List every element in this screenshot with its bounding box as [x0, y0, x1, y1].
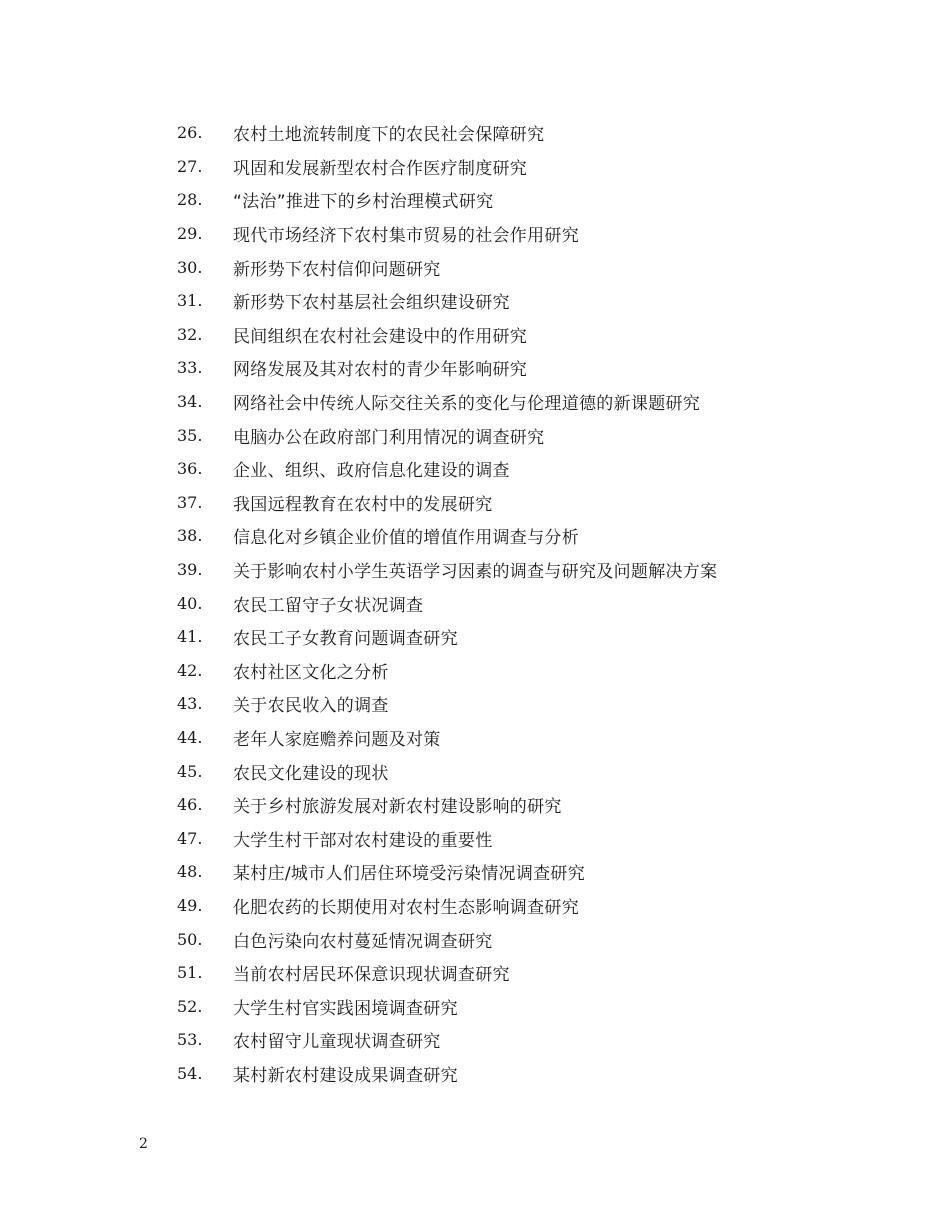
list-item-text: 企业、组织、政府信息化建设的调查 — [233, 461, 510, 482]
list-item-text: 白色污染向农村蔓延情况调查研究 — [233, 931, 493, 952]
list-item-number: 29. — [177, 224, 203, 244]
list-item — [177, 654, 877, 688]
list-item — [177, 284, 877, 318]
list-item-text: “法治”推进下的乡村治理模式研究 — [233, 192, 494, 213]
list-item-number: 33. — [177, 358, 203, 378]
list-item-text: 农民工子女教育问题调查研究 — [233, 629, 458, 650]
list-item-number: 27. — [177, 156, 203, 176]
list-item-number: 47. — [177, 828, 203, 848]
list-item-number: 39. — [177, 560, 203, 580]
list-item-text: 巩固和发展新型农村合作医疗制度研究 — [233, 158, 528, 179]
list-item-number: 42. — [177, 660, 203, 680]
list-item-text: 农民工留守子女状况调查 — [233, 595, 424, 616]
list-item — [177, 788, 877, 822]
list-item-number: 44. — [177, 727, 203, 747]
list-item — [177, 586, 877, 620]
list-item-number: 35. — [177, 425, 203, 445]
list-item — [177, 922, 877, 956]
list-item-number: 38. — [177, 526, 203, 546]
list-item-number: 34. — [177, 392, 203, 412]
list-item-text: 某村新农村建设成果调查研究 — [233, 1065, 458, 1086]
list-item — [177, 250, 877, 284]
list-item-number: 31. — [177, 291, 203, 311]
list-item-text: 大学生村干部对农村建设的重要性 — [233, 830, 493, 851]
list-item-number: 37. — [177, 492, 203, 512]
list-item — [177, 989, 877, 1023]
list-item — [177, 620, 877, 654]
list-item — [177, 351, 877, 385]
list-item-text: 信息化对乡镇企业价值的增值作用调查与分析 — [233, 528, 579, 549]
list-item-text: 农民文化建设的现状 — [233, 763, 389, 784]
list-item-text: 网络社会中传统人际交往关系的变化与伦理道德的新课题研究 — [233, 394, 701, 415]
list-item — [177, 452, 877, 486]
list-item-text: 当前农村居民环保意识现状调查研究 — [233, 965, 510, 986]
list-item-number: 43. — [177, 694, 203, 714]
list-item-number: 46. — [177, 795, 203, 815]
list-item — [177, 150, 877, 184]
list-item-number: 32. — [177, 324, 203, 344]
list-item — [177, 385, 877, 419]
list-item-text: 某村庄/城市人们居住环境受污染情况调查研究 — [233, 864, 586, 885]
list-item — [177, 1057, 877, 1091]
list-item-text: 农村留守儿童现状调查研究 — [233, 1032, 441, 1053]
list-item-text: 农村社区文化之分析 — [233, 662, 389, 683]
list-item-text: 电脑办公在政府部门利用情况的调查研究 — [233, 427, 545, 448]
list-item — [177, 486, 877, 520]
list-item-text: 大学生村官实践困境调查研究 — [233, 998, 458, 1019]
list-item-text: 现代市场经济下农村集市贸易的社会作用研究 — [233, 226, 579, 247]
list-item — [177, 116, 877, 150]
list-item-number: 50. — [177, 929, 203, 949]
list-item — [177, 889, 877, 923]
list-item — [177, 855, 877, 889]
list-item — [177, 754, 877, 788]
list-item-number: 26. — [177, 123, 203, 143]
list-item-text: 关于农民收入的调查 — [233, 696, 389, 717]
list-item-text: 我国远程教育在农村中的发展研究 — [233, 494, 493, 515]
list-item-number: 53. — [177, 1030, 203, 1050]
list-item-text: 新形势下农村信仰问题研究 — [233, 259, 441, 280]
list-item — [177, 821, 877, 855]
list-item-text: 民间组织在农村社会建设中的作用研究 — [233, 326, 528, 347]
list-item — [177, 519, 877, 553]
list-item-text: 关于乡村旅游发展对新农村建设影响的研究 — [233, 797, 562, 818]
page-number: 2 — [139, 1136, 148, 1152]
list-item-text: 网络发展及其对农村的青少年影响研究 — [233, 360, 528, 381]
list-item — [177, 721, 877, 755]
list-item-number: 48. — [177, 862, 203, 882]
list-item-text: 关于影响农村小学生英语学习因素的调查与研究及问题解决方案 — [233, 562, 718, 583]
list-item — [177, 217, 877, 251]
list-item — [177, 1023, 877, 1057]
list-item-number: 30. — [177, 257, 203, 277]
list-item-text: 老年人家庭赡养问题及对策 — [233, 729, 441, 750]
list-item — [177, 183, 877, 217]
list-item — [177, 553, 877, 587]
list-item-number: 54. — [177, 1063, 203, 1083]
list-item-text: 化肥农药的长期使用对农村生态影响调查研究 — [233, 897, 579, 918]
list-item-text: 农村土地流转制度下的农民社会保障研究 — [233, 125, 545, 146]
topic-list — [177, 116, 877, 1090]
list-item-number: 49. — [177, 895, 203, 915]
list-item — [177, 418, 877, 452]
list-item-number: 36. — [177, 459, 203, 479]
list-item — [177, 956, 877, 990]
list-item-number: 40. — [177, 593, 203, 613]
list-item-number: 52. — [177, 996, 203, 1016]
list-item-number: 41. — [177, 627, 203, 647]
list-item-number: 45. — [177, 761, 203, 781]
list-item-number: 28. — [177, 190, 203, 210]
list-item — [177, 318, 877, 352]
list-item-number: 51. — [177, 963, 203, 983]
list-item-text: 新形势下农村基层社会组织建设研究 — [233, 293, 510, 314]
list-item — [177, 687, 877, 721]
